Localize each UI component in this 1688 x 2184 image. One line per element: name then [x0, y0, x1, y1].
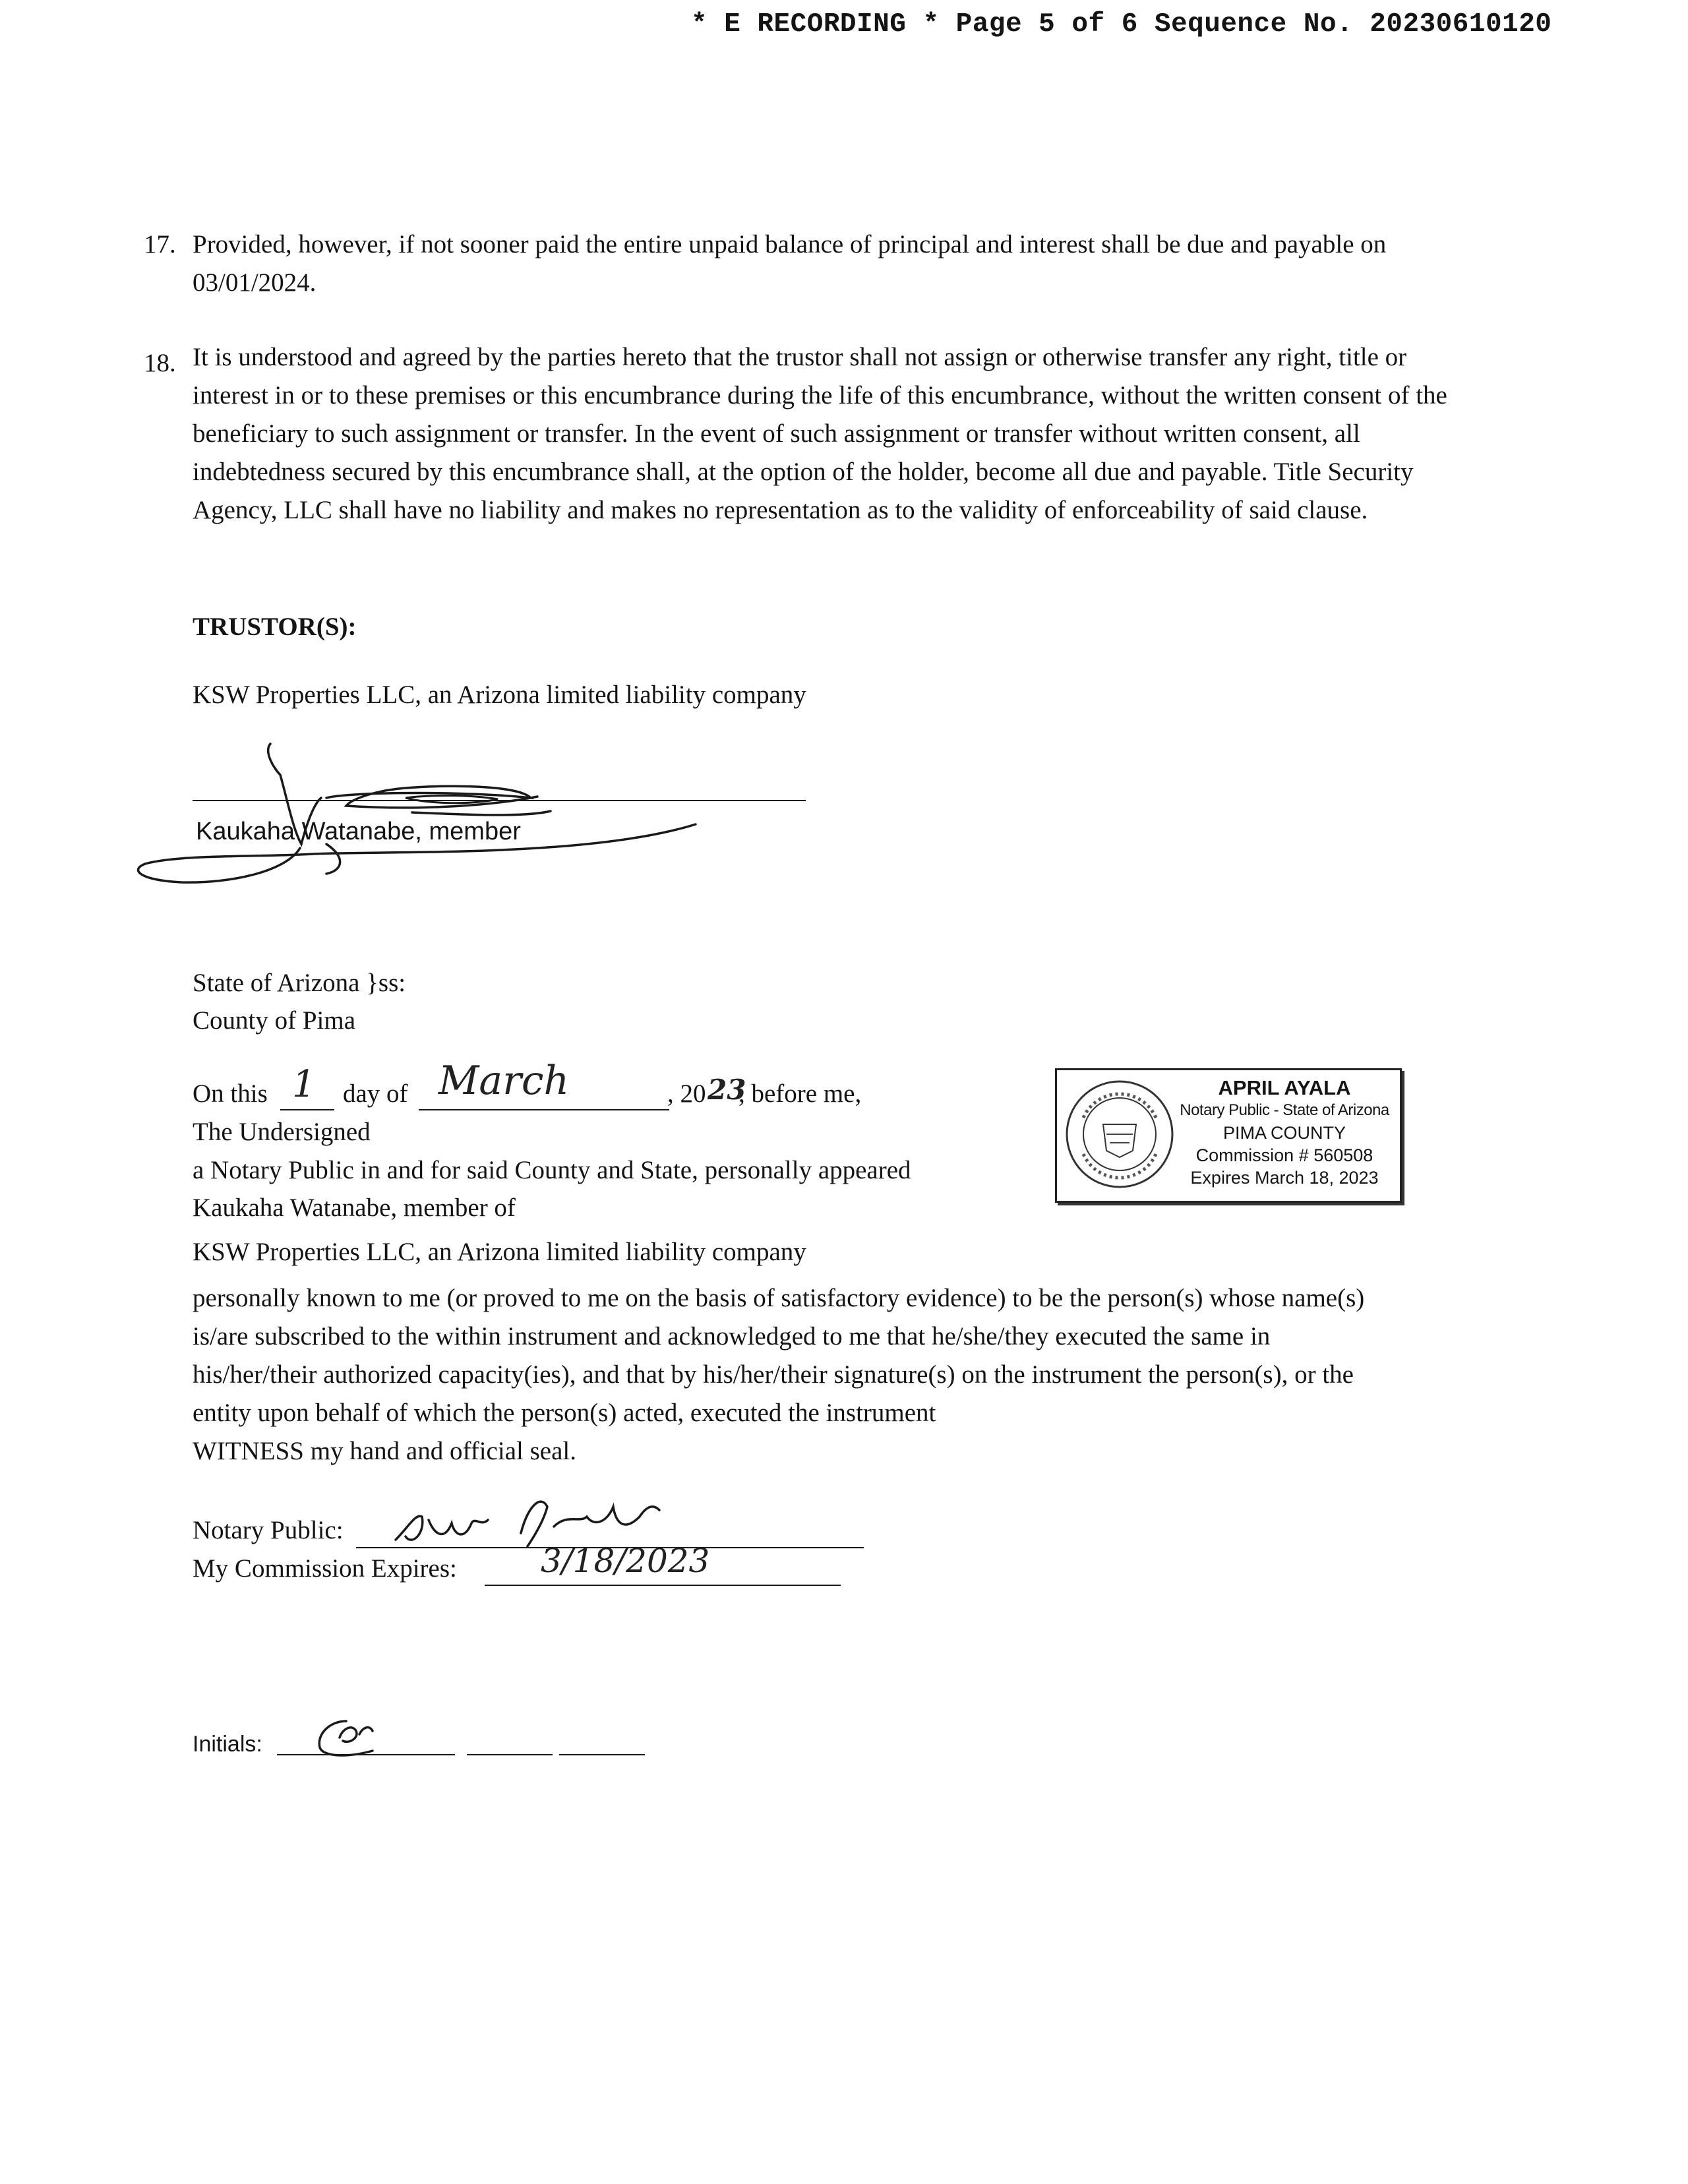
appeared-company: KSW Properties LLC, an Arizona limited liability company — [193, 1238, 806, 1266]
acknowledgment-line: is/are subscribed to the within instrument and acknowledged to me that he/she/they executed the same in — [193, 1322, 1271, 1350]
commission-value: 3/18/2023 — [541, 1542, 710, 1580]
trustor-signer: Kaukaha Watanabe, member — [196, 818, 521, 845]
appeared-name: Kaukaha Watanabe, member of — [193, 1194, 516, 1222]
initials-label: Initials: — [193, 1732, 262, 1757]
state-seal-icon — [1064, 1078, 1176, 1190]
item-text: Provided, however, if not sooner paid the entire unpaid balance of principal and interest shall be due and payable on 03/01/2024. — [193, 230, 1387, 297]
year-value: 23 — [708, 1074, 746, 1106]
acknowledgment-line: his/her/their authorized capacity(ies), and that by his/her/their signature(s) on the instrument the person(s), or the — [193, 1360, 1354, 1389]
initials-line — [467, 1754, 553, 1755]
notary-appeared-line: a Notary Public in and for said County and State, personally appeared — [193, 1156, 911, 1184]
notary-stamp — [1055, 1068, 1402, 1203]
item-text: It is understood and agreed by the parties hereto that the trustor shall not assign or otherwise transfer any right, title or interest in or to these premises or this encumbrance during the life of this encumbrance, without the written consent of the beneficiary to such assignment or transfer. In the event of such assignment or transfer without written consent, all indebtedness secured by this encumbrance shall, at the option of the holder, become all due and payable. Title Security Agency, LLC shall have no liability and makes no representation as to the validity of enforceability of said clause. — [193, 343, 1447, 524]
stamp-expires: Expires March 18, 2023 — [1190, 1168, 1379, 1188]
recording-header: * E RECORDING * Page 5 of 6 Sequence No. 20230610120 — [691, 9, 1552, 40]
before-me: , before me, — [738, 1079, 862, 1108]
undersigned: The Undersigned — [193, 1118, 371, 1146]
commission-line — [485, 1585, 841, 1586]
notary-public-label: Notary Public: — [193, 1516, 344, 1544]
venue-state: State of Arizona }ss: — [193, 969, 406, 997]
trustor-heading: TRUSTOR(S): — [193, 613, 357, 641]
month-value: March — [438, 1058, 570, 1104]
month-line — [419, 1109, 669, 1110]
day-of-label: day of — [343, 1079, 408, 1108]
item-number: 17. — [144, 230, 176, 258]
witness-line: WITNESS my hand and official seal. — [193, 1437, 576, 1465]
trustor-signature — [129, 732, 722, 890]
commission-label: My Commission Expires: — [193, 1554, 457, 1583]
stamp-name: APRIL AYALA — [1218, 1076, 1351, 1099]
item-number: 18. — [144, 349, 176, 377]
initials-line — [559, 1754, 645, 1755]
on-this-label: On this — [193, 1079, 268, 1108]
day-value: 1 — [292, 1063, 316, 1106]
stamp-commission: Commission # 560508 — [1195, 1145, 1373, 1165]
trustor-company: KSW Properties LLC, an Arizona limited liability company — [193, 681, 806, 709]
day-line — [280, 1109, 334, 1110]
stamp-title: Notary Public - State of Arizona — [1180, 1101, 1389, 1119]
acknowledgment-line: personally known to me (or proved to me on the basis of satisfactory evidence) to be the person(s) whose name(s) — [193, 1284, 1365, 1312]
year-prefix: , 20 — [667, 1079, 706, 1108]
venue-county: County of Pima — [193, 1006, 356, 1035]
acknowledgment-line: entity upon behalf of which the person(s) acted, executed the instrument — [193, 1399, 936, 1427]
stamp-county: PIMA COUNTY — [1222, 1123, 1346, 1143]
initials-mark — [310, 1708, 389, 1761]
signature-line — [193, 800, 806, 801]
